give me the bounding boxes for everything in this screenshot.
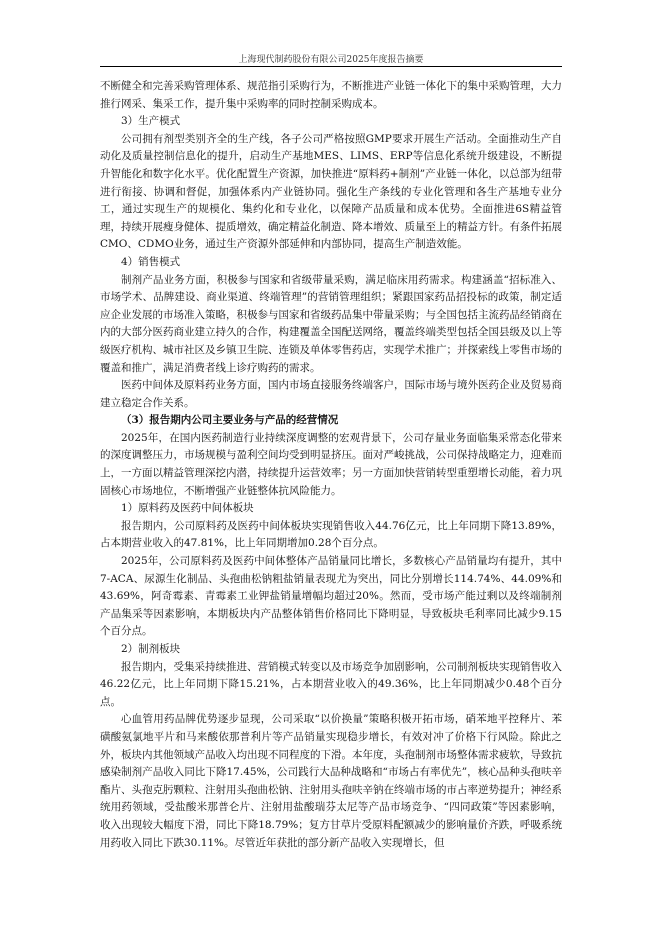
paragraph: 不断健全和完善采购管理体系、规范指引采购行为，不断推进产业链一体化下的集中采购管理，大力推行网采、集采工作，提升集中采购率的同时控制采购成本。 [100,80,562,110]
document-body [100,78,562,852]
section-heading-production: 3）生产模式 [121,115,181,128]
section-heading-operations: （3）报告期内公司主要业务与产品的经营情况 [121,414,339,427]
page-header-title: 上海现代制药股份有限公司2025年度报告摘要 [238,55,424,65]
section-heading-api: 1）原料药及医药中间体板块 [121,502,254,515]
section-heading-formulation: 2）制剂板块 [121,643,181,655]
paragraph: 制剂产品业务方面，积极参与国家和省级带量采购，满足临床用药需求。构建涵盖“招标准入、市场学术、品牌建设、商业渠道、终端管理”的营销管理组织；紧跟国家药品招投标的政策，制定适应企业发展的市场准入策略，积极参与国家和省级药品集中带量采购；与全国包括主流药品经销商在内的大部分医药商业建立持久的合作，构建覆盖全国配送网络，覆盖终端类型包括全国县级及以上等级医疗机构、城市社区及乡镇卫生院、连锁及单体零售药店，实现学术推广；并探索线上零售市场的覆盖和推广，满足消费者线上诊疗购药的需求。 [100,273,562,374]
paragraph: 医药中间体及原料药业务方面，国内市场直接服务终端客户，国际市场与境外医药企业及贸易商建立稳定合作关系。 [100,379,562,409]
paragraph: 公司拥有剂型类别齐全的生产线，各子公司严格按照GMP要求开展生产活动。全面推动生产自动化及质量控制信息化的提升，启动生产基地MES、LIMS、ERP等信息化系统升级建设，不断提升智能化和数字化水平。优化配置生产资源，加快推进“原料药+制剂”产业链一体化，以总部为纽带进行衔接、协调和督促，加强体系内产业链协同。强化生产条线的专业化管理和各生产基地专业分工，通过实现生产的规模化、集约化和专业化，以保障产品质量和成本优势。全面推进6S精益管理，持续开展瘦身健体、提质增效，确定精益化制造、降本增效、质量至上的精益方针。有条件拓展CMO、CDMO业务，通过生产资源外部延伸和内部协同，提高生产制造效能。 [100,132,562,251]
section-heading-sales: 4）销售模式 [121,255,181,268]
paragraph: 报告期内，公司原料药及医药中间体板块实现销售收入44.76亿元，比上年同期下降13.89%，占本期营业收入的47.81%，比上年同期增加0.28个百分点。 [100,519,562,550]
header-divider [100,66,562,67]
paragraph: 报告期内，受集采持续推进、营销模式转变以及市场竞争加剧影响，公司制剂板块实现销售收入46.22亿元，比上年同期下降15.21%，占本期营业收入的49.36%，比上年同期减少0.48个百分点。 [100,660,562,708]
paragraph: 2025年，公司原料药及医药中间体整体产品销量同比增长，多数核心产品销量均有提升，其中7-ACA、尿源生化制品、头孢曲松钠粗盐销量表现尤为突出，同比分别增长114.74%、44.09%和43.69%，阿奇霉素、青霉素工业钾盐销量增幅均超过20%。然而，受市场产能过剩以及终端制剂产品集采等因素影响，本期板块内产品整体销售价格同比下降明显，导致板块毛利率同比减少9.15个百分点。 [100,555,562,638]
paragraph: 2025年，在国内医药制造行业持续深度调整的宏观背景下，公司存量业务面临集采常态化带来的深度调整压力，市场规模与盈利空间均受到明显挤压。面对严峻挑战，公司保持战略定力，迎难而上，一方面以精益管理深挖内潜，持续提升运营效率；另一方面加快营销转型重塑增长动能，着力巩固核心市场地位，不断增强产业链整体抗风险能力。 [100,431,562,497]
paragraph: 心血管用药品牌优势逐步显现，公司采取“以价换量”策略积极开拓市场，硝苯地平控释片、苯磺酸氨氯地平片和马来酸依那普利片等产品销量实现稳步增长，有效对冲了价格下行风险。除此之外，板块内其他领域产品收入均出现不同程度的下滑。本年度，头孢制剂市场整体需求疲软，导致抗感染制剂产品收入同比下降17.45%，公司践行大品种战略和“市场占有率优先”，核心品种头孢呋辛酯片、头孢克肟颗粒、注射用头孢曲松钠、注射用头孢呋辛钠在终端市场的市占率逆势提升；神经系统用药领域，受盐酸米那普仑片、注射用盐酸瑞芬太尼等产品市场竞争、“四同政策”等因素影响，收入出现较大幅度下滑，同比下降18.79%；复方甘草片受原料配额减少的影响量价齐跌，呼吸系统用药收入同比下跌30.11%。尽管近年获批的部分新产品收入实现增长，但 [100,713,562,849]
